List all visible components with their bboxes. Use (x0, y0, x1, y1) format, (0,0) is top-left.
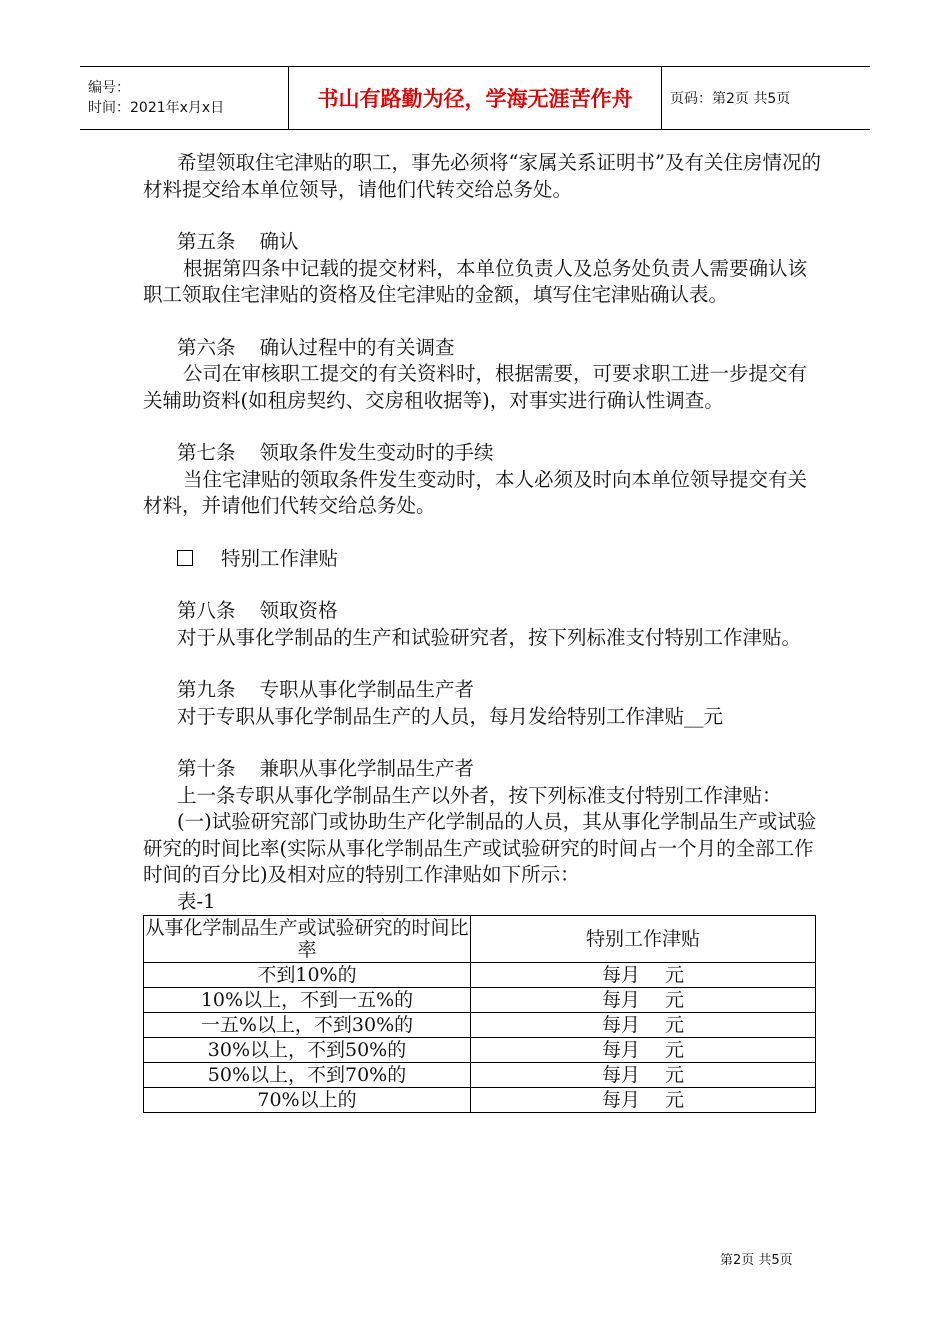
intro-paragraph: 希望领取住宅津贴的职工，事先必须将“家属关系证明书”及有关住房情况的材料提交给本单位领导，请他们代转交给总务处。 (143, 151, 821, 201)
article-7-text: 当住宅津贴的领取条件发生变动时，本人必须及时向本单位领导提交有关材料，并请他们代转交给总务处。 (143, 467, 808, 517)
document-time: 时间：2021年x月x日 (88, 100, 225, 116)
table-cell-allowance: 每月 元 (471, 1088, 816, 1113)
article-5-number: 第五条 (177, 230, 236, 253)
article-10-number: 第十条 (177, 757, 236, 780)
document-body (143, 150, 823, 1113)
article-6-title: 确认过程中的有关调查 (259, 335, 455, 359)
table-row (144, 963, 816, 988)
header-page-number: 页码：第2页 共5页 (670, 91, 791, 107)
article-10-title: 兼职从事化学制品生产者 (259, 757, 475, 780)
table-row (144, 1013, 816, 1038)
table-cell-ratio: 10%以上，不到一五%的 (144, 988, 471, 1013)
table-cell-ratio: 30%以上，不到50%的 (144, 1038, 471, 1063)
article-10-heading (143, 756, 823, 783)
table-row (144, 1038, 816, 1063)
article-8-heading (143, 598, 823, 625)
table-cell-allowance: 每月 元 (471, 988, 816, 1013)
article-5-heading (143, 229, 823, 256)
article-10-text: 上一条专职从事化学制品生产以外者，按下列标准支付特别工作津贴： (177, 783, 782, 807)
section-title: 特别工作津贴 (221, 546, 339, 570)
page-footer: 第2页 共5页 (720, 1253, 793, 1268)
header-meta (80, 67, 289, 129)
article-8-text: 对于从事化学制品的生产和试验研究者，按下列标准支付特别工作津贴。 (177, 625, 802, 649)
article-9-number: 第九条 (177, 678, 236, 701)
table-caption: 表-1 (177, 889, 216, 913)
table-cell-ratio: 70%以上的 (144, 1088, 471, 1113)
table-cell-ratio: 50%以上，不到70%的 (144, 1063, 471, 1088)
article-9-title: 专职从事化学制品生产者 (259, 678, 475, 701)
table-header-cell: 特别工作津贴 (471, 916, 816, 963)
document-number: 编号： (88, 80, 130, 96)
article-5-title: 确认 (259, 230, 299, 253)
table-cell-ratio: 不到10%的 (144, 963, 471, 988)
table-cell-allowance: 每月 元 (471, 1063, 816, 1088)
table-cell-allowance: 每月 元 (471, 1038, 816, 1063)
header-motto: 书山有路勤为径，学海无涯苦作舟 (289, 67, 662, 129)
table-header-cell: 从事化学制品生产或试验研究的时间比率 (145, 917, 469, 961)
table-row (144, 1088, 816, 1113)
article-5-text: 根据第四条中记载的提交材料，本单位负责人及总务处负责人需要确认该职工领取住宅津贴的资格及住宅津贴的金额，填写住宅津贴确认表。 (143, 256, 808, 306)
article-6-heading (143, 335, 823, 362)
allowance-table (143, 915, 816, 1113)
page-header (80, 66, 870, 130)
section-heading (143, 546, 823, 573)
table-cell-ratio: 一五%以上，不到30%的 (144, 1013, 471, 1038)
article-6-text: 公司在审核职工提交的有关资料时，根据需要，可要求职工进一步提交有关辅助资料(如租房契约、交房租收据等)，对事实进行确认性调查。 (143, 362, 808, 412)
article-9-text: 对于专职从事化学制品生产的人员，每月发给特别工作津贴__元 (177, 704, 724, 728)
article-10-item-1: (一)试验研究部门或协助生产化学制品的人员，其从事化学制品生产或试验研究的时间比率(实际从事化学制品生产或试验研究的时间占一个月的全部工作时间的百分比)及相对应的特别工作津贴如下所示： (143, 810, 817, 886)
table-header-row (144, 916, 816, 963)
article-6-number: 第六条 (177, 335, 236, 359)
article-7-heading (143, 440, 823, 467)
article-7-number: 第七条 (177, 441, 236, 464)
article-8-title: 领取资格 (259, 599, 338, 622)
checkbox-icon (177, 550, 193, 566)
table-cell-allowance: 每月 元 (471, 1013, 816, 1038)
article-9-heading (143, 677, 823, 704)
article-8-number: 第八条 (177, 599, 236, 622)
article-7-title: 领取条件发生变动时的手续 (259, 441, 494, 464)
table-row (144, 988, 816, 1013)
table-cell-allowance: 每月 元 (471, 963, 816, 988)
table-row (144, 1063, 816, 1088)
